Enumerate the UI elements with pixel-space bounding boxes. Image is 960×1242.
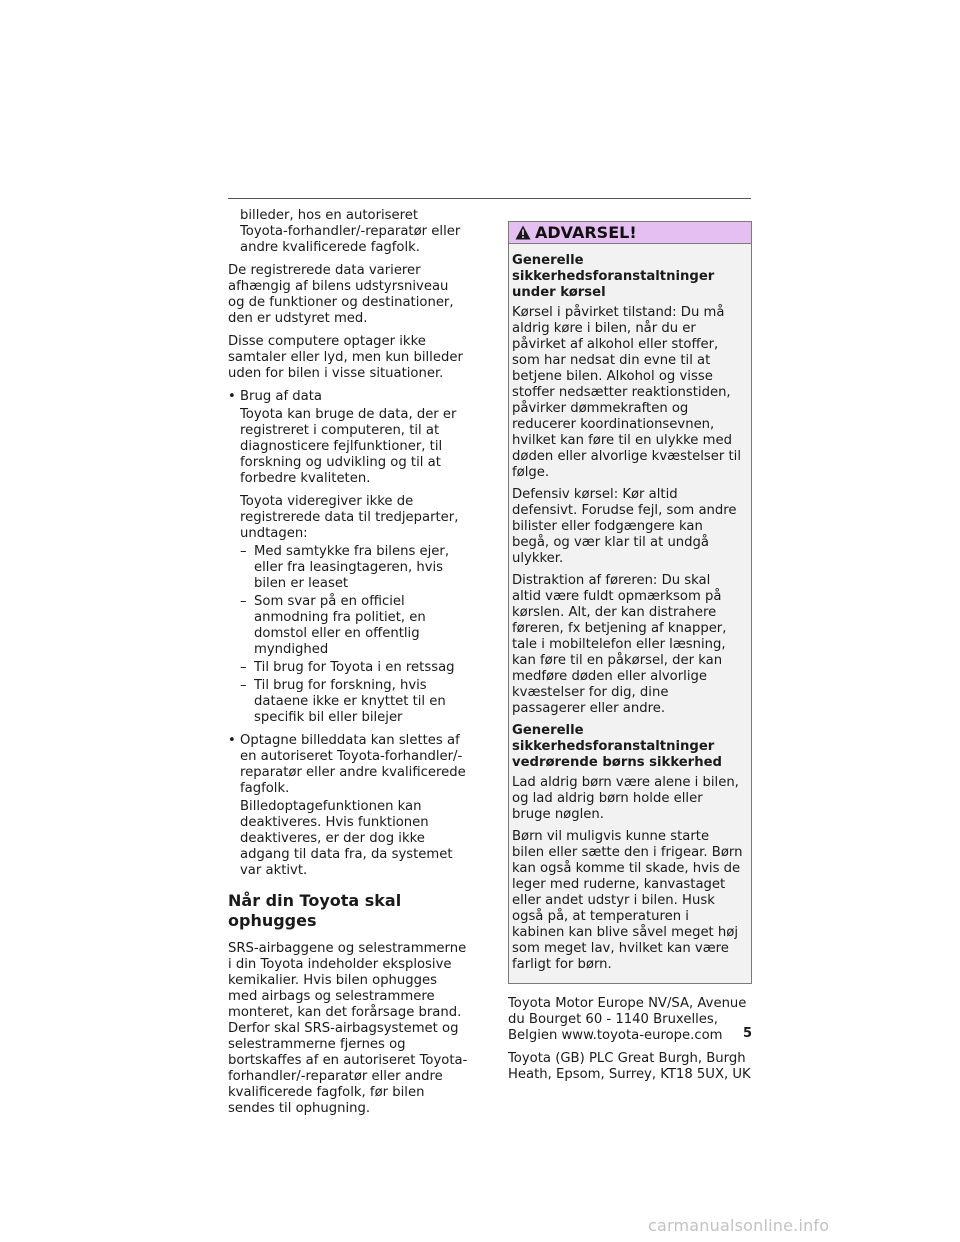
warning-subheading: Generelle sikkerhedsforanstaltninger under kørsel (512, 253, 715, 300)
image-recording-text: Billedoptagefunktionen kan deaktiveres. Hvis funktionen deaktiveres, er der dog ikke adgang til data fra, da systemet var aktivt. (240, 799, 453, 878)
warning-subheading: Generelle sikkerhedsforanstaltninger vedrørende børns sikkerhed (512, 723, 722, 770)
warning-box (508, 221, 752, 984)
warning-triangle-icon (515, 225, 531, 240)
right-column (508, 221, 752, 1090)
bullet-label: Brug af data (240, 389, 323, 404)
address-block (508, 996, 752, 1083)
warning-body (509, 244, 751, 983)
scrapping-paragraph: SRS-airbaggene og selestrammerne i din Toyota indeholder eksplosive kemikalier. Hvis bilen ophugges med airbags og selestrammere monteret, kan det forårsage brand. Derfor skal SRS-airbagsystemet og selestrammerne fjernes og bortskaffes af en autoriseret Toyota-forhandler/-reparatør eller andre kvalificerede fagfolk, før bilen sendes til ophugning. (228, 941, 468, 1116)
paragraph-data-varies: De registrerede data varierer afhængig af bilens udstyrsniveau og de funktioner og destinationer, den er udstyret med. (228, 263, 454, 326)
dash-mark: – (240, 594, 247, 609)
section-heading: Når din Toyota skal ophugges (228, 891, 402, 930)
list-item: – Som svar på en officiel anmodning fra politiet, en domstol eller en offentlig myndighed (240, 594, 426, 657)
data-usage-text: Toyota kan bruge de data, der er registreret i computeren, til at diagnosticere fejlfunktioner, til forskning og udvikling og til at forbedre kvaliteten. (240, 407, 457, 486)
top-divider (228, 198, 751, 199)
list-item: – Med samtykke fra bilens ejer, eller fra leasingtageren, hvis bilen er leaset (240, 544, 450, 591)
footer-watermark: carmanualsonline.info (648, 1216, 830, 1235)
bullet-label: Optagne billeddata kan slettes af en autoriseret Toyota-forhandler/-reparatør eller andre kvalificerede fagfolk. (240, 733, 466, 796)
dash-mark: – (240, 660, 247, 675)
bullet-dot: • (228, 733, 236, 748)
page-number: 5 (743, 1026, 753, 1041)
exceptions-list (228, 544, 468, 726)
bullet-image-data (228, 733, 468, 797)
warning-paragraph: Kørsel i påvirket tilstand: Du må aldrig køre i bilen, når du er påvirket af alkohol eller stoffer, som har nedsat din evne til at betjene bilen. Alkohol og visse stoffer nedsætter reaktionstiden, påvirker dømmekraften og reducerer koordinationsevnen, hvilket kan føre til en ulykke med døden eller alvorlige kvæstelser til følge. (512, 305, 741, 480)
list-item: – Til brug for forskning, hvis dataene ikke er knyttet til en specifik bil eller bilejer (240, 678, 446, 725)
warning-paragraph: Defensiv kørsel: Kør altid defensivt. Forudse fejl, som andre bilister eller fodgængere kan begå, og vær klar til at undgå ulykker. (512, 487, 737, 566)
bullet-dot: • (228, 389, 236, 404)
list-item: – Til brug for Toyota i en retssag (240, 660, 455, 675)
paragraph-no-audio: Disse computere optager ikke samtaler eller lyd, men kun billeder uden for bilen i visse situationer. (228, 334, 463, 381)
address-europe: Toyota Motor Europe NV/SA, Avenue du Bourget 60 - 1140 Bruxelles, Belgien www.toyota-europe.com (508, 996, 747, 1043)
warning-title: ADVARSEL! (535, 222, 637, 242)
warning-header (509, 222, 751, 244)
dash-mark: – (240, 678, 247, 693)
warning-paragraph: Børn vil muligvis kunne starte bilen eller sætte den i frigear. Børn kan også komme til skade, hvis de leger med ruderne, kanvastaget eller andet udstyr i bilen. Husk også på, at temperaturen i kabinen kan blive såvel meget høj som meget lav, hvilket kan være farligt for børn. (512, 829, 743, 972)
warning-paragraph: Lad aldrig børn være alene i bilen, og lad aldrig børn holde eller bruge nøglen. (512, 775, 739, 822)
bullet-data-usage (228, 389, 468, 405)
dash-mark: – (240, 544, 247, 559)
address-uk: Toyota (GB) PLC Great Burgh, Burgh Heath, Epsom, Surrey, KT18 5UX, UK (508, 1051, 751, 1082)
intro-text: billeder, hos en autoriseret Toyota-forhandler/-reparatør eller andre kvalificerede fagfolk. (240, 208, 461, 255)
warning-paragraph: Distraktion af føreren: Du skal altid være fuldt opmærksom på kørslen. Alt, der kan distrahere føreren, fx betjening af knapper, tale i mobiltelefon eller læsning, kan føre til en påkørsel, der kan medføre døden eller alvorlige kvæstelser for dig, dine passagerer eller andre. (512, 573, 727, 716)
third-party-text: Toyota videregiver ikke de registrerede data til tredjeparter, undtagen: (240, 494, 459, 541)
left-column (228, 208, 468, 1124)
